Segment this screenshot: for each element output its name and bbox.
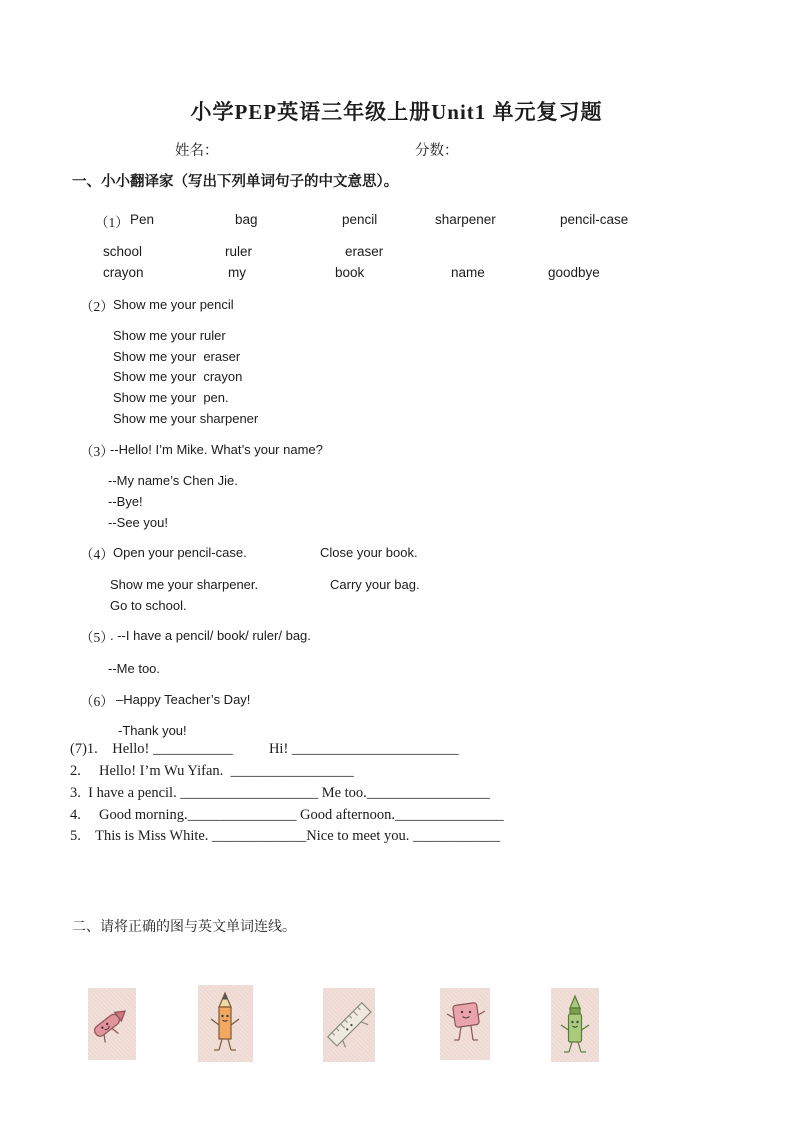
fill-blank-line: 5. This is Miss White. _____________Nice to meet you. ____________ xyxy=(70,828,501,844)
word-my: my xyxy=(228,265,246,280)
word-bag: bag xyxy=(235,212,258,227)
part3-label: （3） xyxy=(80,444,114,459)
sentence-line: –Happy Teacher’s Day! xyxy=(116,692,251,707)
part5-label: （5） xyxy=(80,630,114,645)
sentence-line: Show me your sharpener. xyxy=(110,577,259,592)
crayon-image xyxy=(551,988,599,1062)
part6-label: （6） xyxy=(80,694,114,709)
sentence-line: Show me your pen. xyxy=(113,390,229,405)
word-school: school xyxy=(103,244,143,259)
word-ruler: ruler xyxy=(225,244,253,259)
sentence-line: . --I have a pencil/ book/ ruler/ bag. xyxy=(110,628,311,643)
word-goodbye: goodbye xyxy=(548,265,600,280)
word-pen: Pen xyxy=(130,212,155,227)
word-book: book xyxy=(335,265,365,280)
image-card-eraser xyxy=(440,988,490,1060)
image-card-crayon xyxy=(551,988,599,1062)
name-label: 姓名： xyxy=(175,143,219,159)
score-label: 分数： xyxy=(415,143,459,159)
fill-blank-line: (7)1. Hello! ___________ Hi! _______________________ xyxy=(70,741,459,757)
sentence-line: Close your book. xyxy=(320,545,418,560)
sentence-line: Show me your crayon xyxy=(113,369,243,384)
part4-label: （4） xyxy=(80,547,114,562)
fill-blank-line: 4. Good morning._______________ Good afternoon._______________ xyxy=(70,807,504,823)
sentence-line: --My name’s Chen Jie. xyxy=(108,473,238,488)
sentence-line: Show me your ruler xyxy=(113,328,226,343)
sentence-line: --See you! xyxy=(108,515,168,530)
eraser-image xyxy=(440,988,490,1060)
fill-blank-line: 3. I have a pencil. ___________________ Me too._________________ xyxy=(70,785,491,801)
section2-heading: 二、请将正确的图与英文单词连线。 xyxy=(72,920,296,935)
part1-label: （1） xyxy=(95,215,129,230)
sentence-line: Go to school. xyxy=(110,598,187,613)
pen-image xyxy=(88,988,136,1060)
word-pencil: pencil xyxy=(342,212,378,227)
sentence-line: Show me your eraser xyxy=(113,349,241,364)
sentence-line: Show me your sharpener xyxy=(113,411,259,426)
sentence-line: --Hello! I’m Mike. What’s your name? xyxy=(110,442,323,457)
sentence-line: Open your pencil-case. xyxy=(113,545,247,560)
ruler-image xyxy=(323,988,375,1062)
sentence-line: --Me too. xyxy=(108,661,161,676)
sentence-line: -Thank you! xyxy=(118,723,187,738)
sentence-line: Carry your bag. xyxy=(330,577,420,592)
pencil-image xyxy=(198,985,253,1062)
part2-label: （2） xyxy=(80,299,114,314)
page-title: 小学PEP英语三年级上册Unit1 单元复习题 xyxy=(190,100,603,124)
fill-blank-line: 2. Hello! I’m Wu Yifan. _________________ xyxy=(70,763,354,779)
word-crayon: crayon xyxy=(103,265,144,280)
word-pencil-case: pencil-case xyxy=(560,212,629,227)
section1-heading: 一、小小翻译家（写出下列单词句子的中文意思）。 xyxy=(72,174,399,190)
image-card-ruler xyxy=(323,988,375,1062)
word-eraser: eraser xyxy=(345,244,384,259)
sentence-line: --Bye! xyxy=(108,494,143,509)
image-card-pen xyxy=(88,988,136,1060)
word-name: name xyxy=(451,265,485,280)
sentence-line: Show me your pencil xyxy=(113,297,234,312)
word-sharpener: sharpener xyxy=(435,212,496,227)
image-card-pencil xyxy=(198,985,253,1062)
